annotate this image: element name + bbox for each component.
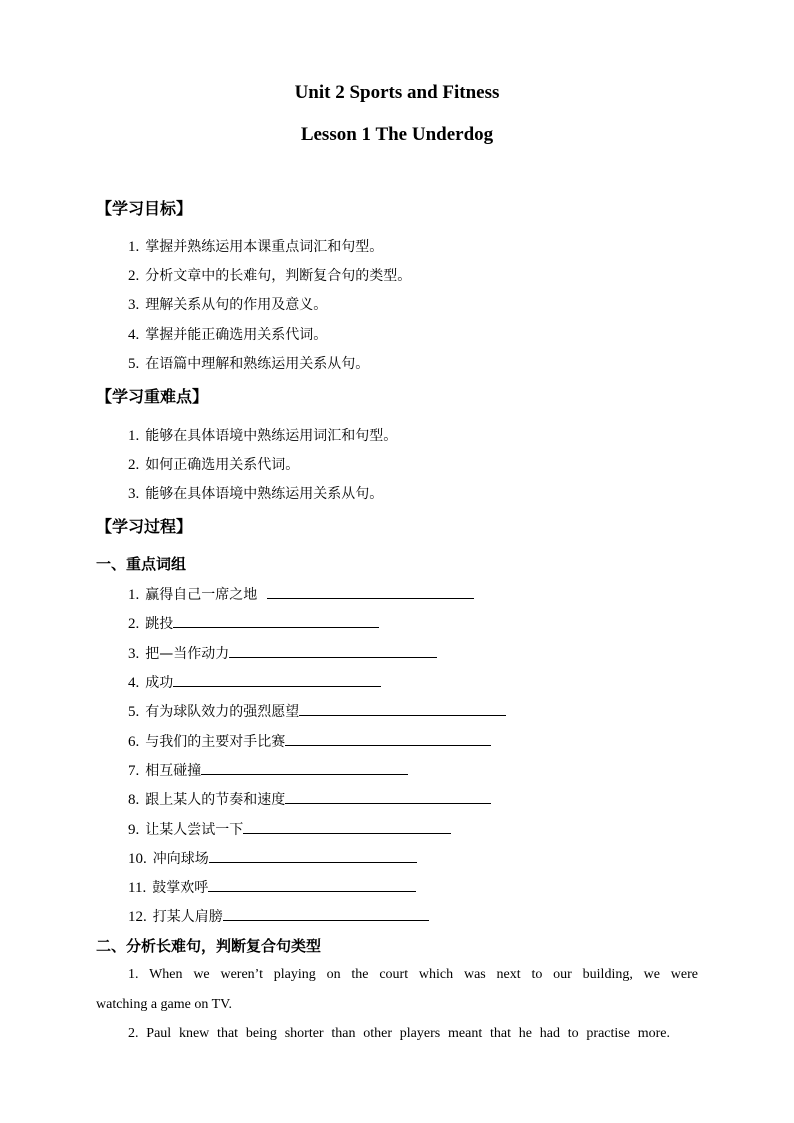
phrase-item [128, 760, 408, 780]
objective-text: 掌握并能正确选用关系代词。 [145, 327, 328, 343]
key-point-item [128, 425, 397, 445]
phrase-number: 8. [128, 792, 140, 808]
key-point-text: 能够在具体语境中熟练运用词汇和句型。 [145, 428, 398, 444]
phrase-number: 4. [128, 675, 140, 691]
answer-blank[interactable] [173, 615, 379, 628]
phrase-text: 成功 [145, 675, 174, 691]
objective-item [128, 324, 327, 344]
objective-text: 理解关系从句的作用及意义。 [145, 297, 328, 313]
part1-heading: 一、重点词组 [96, 555, 187, 573]
objective-item [128, 353, 369, 373]
phrase-item [128, 877, 416, 897]
phrase-number: 3. [128, 646, 140, 662]
objective-number: 4. [128, 327, 140, 343]
phrase-text: 与我们的主要对手比赛 [145, 734, 286, 750]
phrase-item [128, 906, 429, 926]
phrase-item [128, 613, 379, 633]
phrase-item [128, 731, 491, 751]
phrase-item [128, 848, 417, 868]
phrase-text: 鼓掌欢呼 [152, 880, 209, 896]
answer-blank[interactable] [285, 733, 491, 746]
phrase-text: 冲向球场 [152, 851, 209, 867]
sentence-1-line-2: watching a game on TV. [96, 997, 232, 1012]
phrase-text: 相互碰撞 [145, 763, 202, 779]
answer-blank[interactable] [173, 674, 381, 687]
phrase-item [128, 584, 474, 604]
objective-text: 分析文章中的长难句，判断复合句的类型。 [145, 268, 412, 284]
phrase-number: 2. [128, 616, 140, 632]
phrase-text: 跳投 [145, 616, 174, 632]
phrase-number: 9. [128, 822, 140, 838]
phrase-item [128, 819, 451, 839]
answer-blank[interactable] [243, 821, 451, 834]
answer-blank[interactable] [285, 791, 491, 804]
phrase-item [128, 789, 491, 809]
phrase-number: 1. [128, 587, 140, 603]
phrase-item [128, 643, 437, 663]
phrase-text: 让某人尝试一下 [145, 822, 244, 838]
phrase-item [128, 701, 506, 721]
phrase-number: 6. [128, 734, 140, 750]
answer-blank[interactable] [267, 586, 474, 599]
objective-text: 掌握并熟练运用本课重点词汇和句型。 [145, 239, 384, 255]
phrase-text: 跟上某人的节奏和速度 [145, 792, 286, 808]
process-heading: 【学习过程】 [96, 517, 193, 536]
phrase-text: 打某人肩膀 [152, 909, 223, 925]
phrase-number: 5. [128, 704, 140, 720]
objectives-heading: 【学习目标】 [96, 199, 193, 218]
phrase-text: 把—当作动力 [145, 646, 230, 662]
lesson-title: Lesson 1 The Underdog [300, 124, 494, 145]
objective-number: 3. [128, 297, 140, 313]
answer-blank[interactable] [223, 908, 429, 921]
answer-blank[interactable] [208, 879, 416, 892]
phrase-item [128, 672, 381, 692]
sentence-1-line-1: 1. When we weren’t playing on the court which was next to our building, we were [128, 967, 698, 982]
answer-blank[interactable] [209, 850, 417, 863]
objective-number: 5. [128, 356, 140, 372]
objective-text: 在语篇中理解和熟练运用关系从句。 [145, 356, 370, 372]
key-point-number: 2. [128, 457, 140, 473]
objective-item [128, 236, 383, 256]
key-point-number: 1. [128, 428, 140, 444]
phrase-number: 12. [128, 909, 147, 925]
answer-blank[interactable] [229, 645, 437, 658]
phrase-text: 赢得自己一席之地 [145, 587, 258, 603]
unit-title: Unit 2 Sports and Fitness [294, 82, 500, 103]
objective-item [128, 294, 327, 314]
answer-blank[interactable] [299, 703, 506, 716]
sentence-2: 2. Paul knew that being shorter than other players meant that he had to practise more. [128, 1026, 670, 1041]
key-point-item [128, 483, 383, 503]
key-point-number: 3. [128, 486, 140, 502]
part2-heading: 二、分析长难句，判断复合句类型 [96, 937, 322, 955]
objective-number: 2. [128, 268, 140, 284]
key-points-heading: 【学习重难点】 [96, 387, 209, 406]
phrase-number: 10. [128, 851, 147, 867]
phrase-number: 7. [128, 763, 140, 779]
phrase-text: 有为球队效力的强烈愿望 [145, 704, 300, 720]
key-point-text: 如何正确选用关系代词。 [145, 457, 300, 473]
objective-number: 1. [128, 239, 140, 255]
key-point-text: 能够在具体语境中熟练运用关系从句。 [145, 486, 384, 502]
answer-blank[interactable] [201, 762, 408, 775]
key-point-item [128, 454, 299, 474]
phrase-number: 11. [128, 880, 147, 896]
objective-item [128, 265, 411, 285]
